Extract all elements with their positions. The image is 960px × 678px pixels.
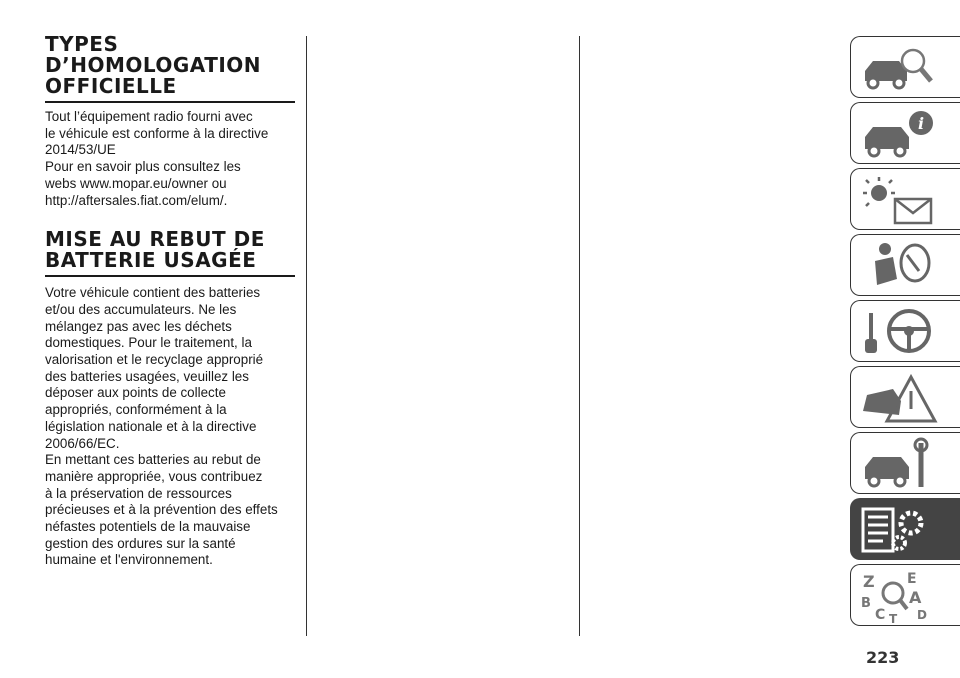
text-line: webs www.mopar.eu/owner ou	[45, 175, 227, 191]
car-wrench-icon	[859, 437, 939, 491]
text-line: http://aftersales.fiat.com/elum/.	[45, 192, 228, 208]
paragraph-radio-conformity	[45, 109, 295, 159]
text-line: humaine et l'environnement.	[45, 552, 213, 568]
index-letter: E	[907, 571, 917, 587]
index-letter: B	[861, 596, 871, 611]
paragraph-more-info	[45, 159, 295, 209]
text-line: précieuses et à la prévention des effets	[45, 502, 278, 518]
tab-safety[interactable]	[850, 234, 960, 296]
tab-index[interactable]	[850, 564, 960, 626]
text-line: néfastes potentiels de la mauvaise	[45, 519, 251, 535]
text-column	[45, 34, 295, 569]
car-info-icon	[859, 107, 939, 161]
airbag-safety-icon	[859, 239, 939, 293]
index-letter: A	[909, 588, 922, 607]
heading-line: TYPES	[45, 32, 119, 56]
text-line: déposer aux points de collecte	[45, 385, 226, 401]
text-line: 2006/66/EC.	[45, 435, 120, 451]
tab-car-info[interactable]	[850, 102, 960, 164]
warning-light-message-icon	[859, 173, 939, 227]
column-divider	[306, 36, 307, 636]
tab-emergency[interactable]	[850, 366, 960, 428]
text-line: valorisation et le recyclage approprié	[45, 352, 264, 368]
section-heading	[45, 229, 295, 277]
heading-line: MISE AU REBUT DE	[45, 227, 265, 252]
heading-line: OFFICIELLE	[45, 74, 177, 98]
index-letter: D	[917, 608, 927, 622]
text-line: domestiques. Pour le traitement, la	[45, 335, 252, 351]
text-line: 2014/53/UE	[45, 142, 116, 158]
heading-line: D’HOMOLOGATION	[45, 53, 262, 77]
heading-line: BATTERIE USAGÉE	[45, 248, 257, 273]
text-line: Pour en savoir plus consultez les	[45, 159, 241, 175]
tab-maintenance[interactable]	[850, 432, 960, 494]
tab-technical-data[interactable]	[850, 498, 960, 560]
paragraph-battery-content	[45, 285, 295, 452]
text-line: appropriés, conformément à la	[45, 402, 227, 418]
index-search-icon	[859, 569, 939, 623]
text-line: Votre véhicule contient des batteries	[45, 285, 261, 301]
paragraph-disposal-benefits	[45, 452, 295, 569]
text-line: Tout l’équipement radio fourni avec	[45, 109, 253, 124]
text-line: mélangez pas avec les déchets	[45, 318, 232, 334]
text-line: gestion des ordures sur la santé	[45, 535, 236, 551]
text-line: à la préservation de ressources	[45, 485, 232, 501]
section-heading	[45, 34, 295, 103]
column-divider	[579, 36, 580, 636]
page-number: 223	[866, 648, 900, 667]
tab-starting-driving[interactable]	[850, 300, 960, 362]
specifications-gear-icon	[859, 503, 939, 557]
car-accident-warning-icon	[859, 371, 939, 425]
index-letter: C	[875, 607, 886, 623]
text-line: des batteries usagées, veuillez les	[45, 368, 249, 384]
text-line: le véhicule est conforme à la directive	[45, 125, 269, 141]
tab-car-search[interactable]	[850, 36, 960, 98]
index-letter: T	[889, 612, 898, 623]
text-line: manière appropriée, vous contribuez	[45, 468, 263, 484]
text-line: législation nationale et à la directive	[45, 418, 257, 434]
text-line: et/ou des accumulateurs. Ne les	[45, 301, 237, 317]
svg-text:i: i	[917, 114, 925, 133]
index-letter: Z	[863, 572, 875, 591]
section-type-approval	[45, 34, 295, 209]
section-battery-disposal	[45, 229, 295, 569]
tab-warning-lights[interactable]	[850, 168, 960, 230]
text-line: En mettant ces batteries au rebut de	[45, 452, 261, 468]
key-steering-wheel-icon	[859, 305, 939, 359]
car-search-icon	[859, 41, 939, 95]
